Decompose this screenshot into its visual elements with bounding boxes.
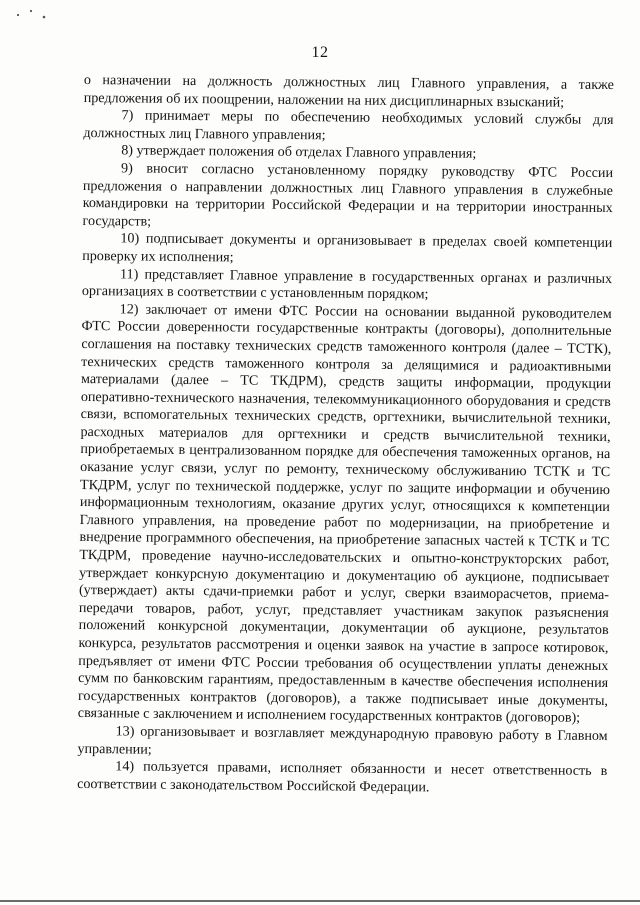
scan-bottom-edge <box>0 900 640 902</box>
paragraph-continuation: о назначении на должность должностных лиц Главного управления, а также предложения об их поощрении, наложении на них дисциплинарных взысканий; <box>83 72 614 111</box>
paragraph-item-14: 14) пользуется правами, исполняет обязанности и несет ответственность в соответствии с законодательством Российской Федерации. <box>77 758 608 796</box>
paragraph-item-9: 9) вносит согласно установленному порядку руководству ФТС России предложения о направлении должностных лиц Главного управления в служебные командировки на территории Российской Федерации и на территории иностранных государств; <box>82 160 614 230</box>
paragraph-item-13: 13) организовывает и возглавляет международную правовую работу в Главном управлении; <box>77 723 608 758</box>
paragraph-item-10: 10) подписывает документы и организовывает в пределах своей компетенции проверку их исполнения; <box>82 230 613 266</box>
paragraph-item-7: 7) принимает меры по обеспечению необходимых условий службы для должностных лиц Главного управления; <box>83 107 614 144</box>
paragraph-item-12: 12) заключает от имени ФТС России на основании выданной руководителем ФТС России доверенности государственные контракты (договоры), дополнительные соглашения на поставку технических средств таможенного контроля (далее – ТСТК), технических средств таможенного контроля за делящимися и радиоактивными материалами (далее – ТС ТКДРМ), средств защиты информации, продукции оперативно-технического назначения, телекоммуникационного оборудования и средств связи, вспомогательных технических средств, оргтехники, вычислительной техники, расходных материалов для оргтехники и средств вычислительной техники, приобретаемых в централизованном порядке для обеспечения таможенных органов, на оказание услуг связи, услуг по ремонту, техническому обслуживанию ТСТК и ТС ТКДРМ, услуг по технической поддержке, услуг по защите информации и обучению информационным технологиям, оказание других услуг, относящихся к компетенции Главного управления, на проведение работ по модернизации, на приобретение и внедрение программного обеспечения, на приобретение запасных частей к ТСТК и ТС ТКДРМ, проведение научно-исследовательских и опытно-конструкторских работ, утверждает конкурсную документацию и документацию об аукционе, подписывает (утверждает) акты сдачи-приемки работ и услуг, сверки взаиморасчетов, приема-передачи товаров, работ, услуг, представляет участникам закупок разъяснения положений конкурсной документации, документации об аукционе, результатов конкурса, результатов рассмотрения и оценки заявок на участие в запросе котировок, предъявляет от имени ФТС России требования об осуществлении уплаты денежных сумм по банковским гарантиям, предоставленным в качестве обеспечения исполнения государственных контрактов (договоров), а также подписывает иные документы, связанные с заключением и исполнением государственных контрактов (договоров); <box>77 301 612 727</box>
paragraph-item-8: 8) утверждает положения об отделах Главного управления; <box>121 142 477 163</box>
document-body <box>77 72 614 798</box>
scan-artifact-marks <box>14 8 54 22</box>
page-number: 12 <box>311 44 329 61</box>
paragraph-item-11: 11) представляет Главное управление в государственных органах и различных организациях в соответствии с установленным порядком; <box>81 265 613 303</box>
